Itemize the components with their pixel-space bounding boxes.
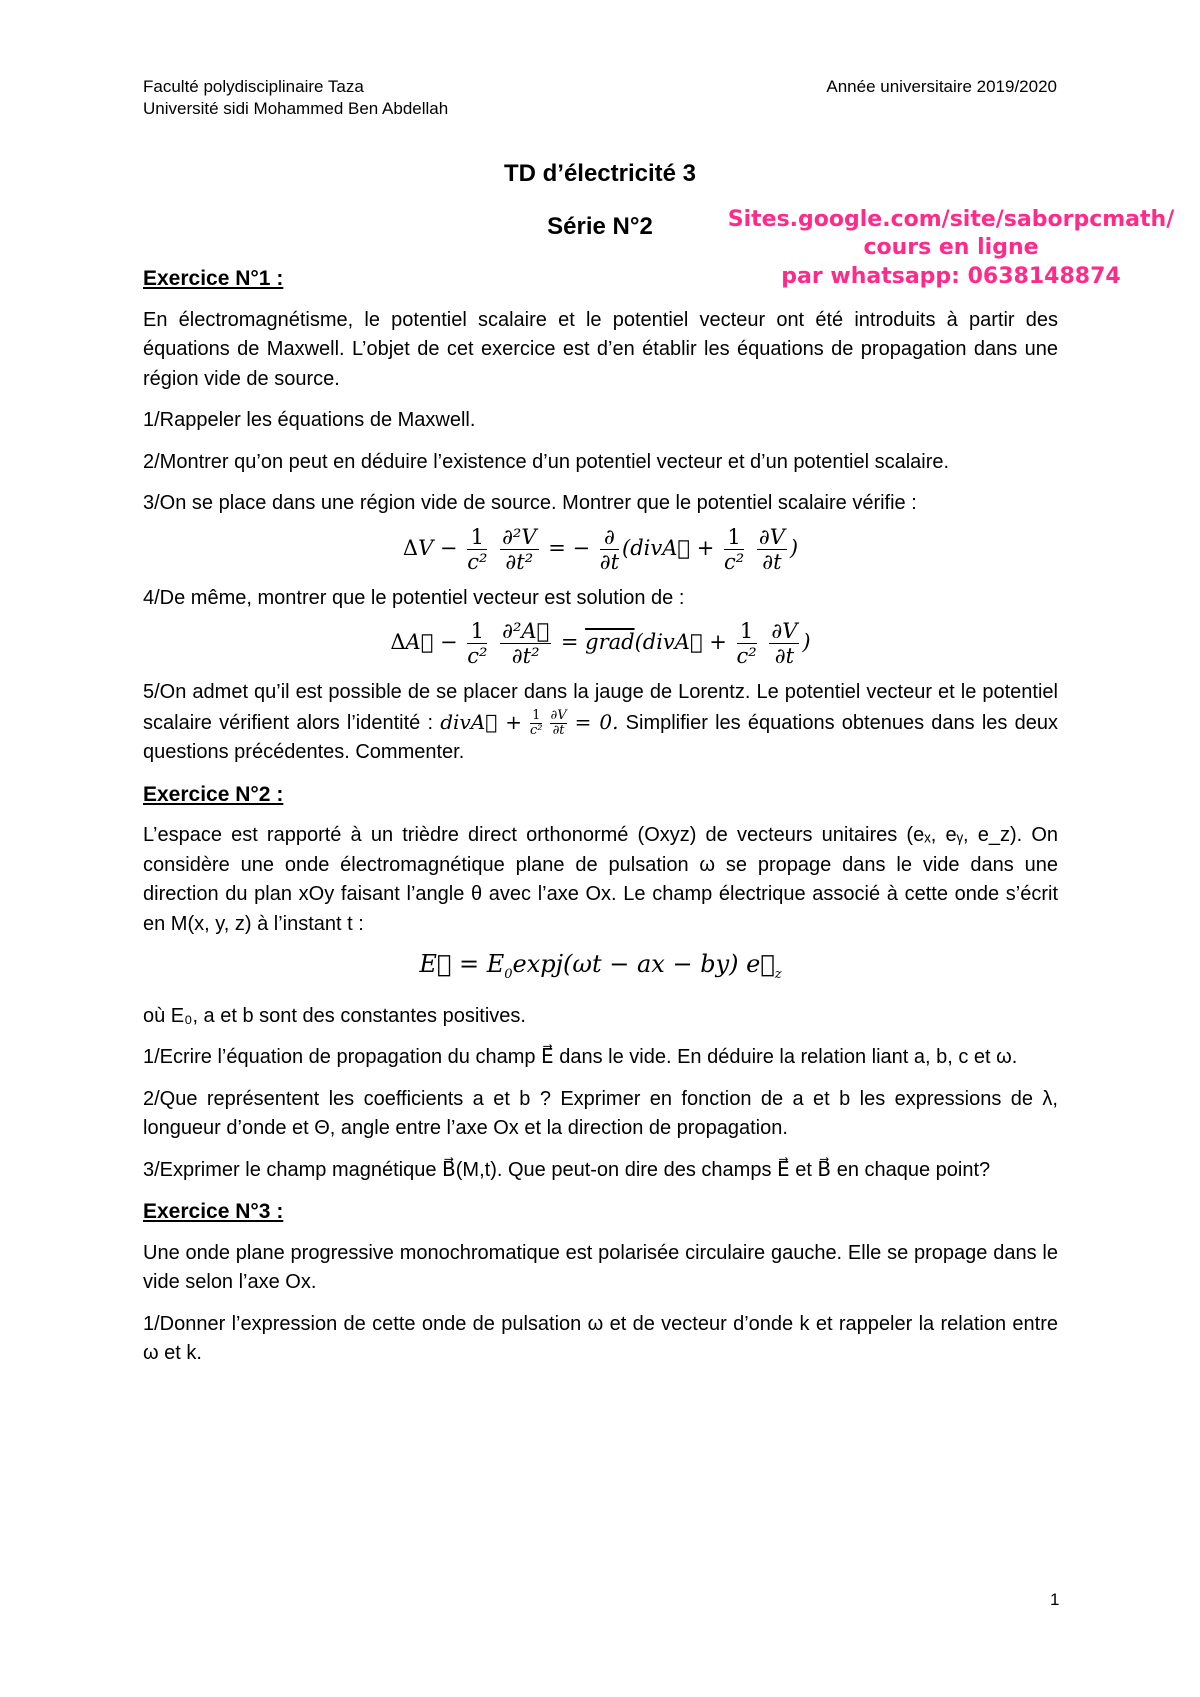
equation-vector-potential: ΔA⃗ − $\frac{1}{\text{c²}}$ $\frac{\text{∂²A⃗}}{\text{∂t²}}$ = grad(divA⃗ + $\frac{1}{\text{c²}}$ $\frac{\partial V}{\partial t}$ ) [390,619,811,668]
page-number: 1 [1050,1590,1060,1609]
document-title: TD d’électricité 3 [503,160,697,187]
equation-scalar-potential: ΔV − $\frac{1}{\text{c²}}$ $\frac{\text{∂²V}}{\text{∂t²}}$ = − $\frac{\partial}{\partial t}$ (divA⃗ + $\frac{1}{\text{c²}}$ $\frac{\partial V}{\partial t}$ ) [402,524,799,574]
exercise-1-question-5-instruction: Simplifier les équations obtenues dans les deux questions précédentes. Commenter. [143,711,1059,763]
document-body [143,264,1058,1381]
header-institution [143,76,448,120]
header-academic-year: Année universitaire 2019/2020 [826,77,1057,96]
exercise-2-title: Exercice N°2 : [143,782,284,806]
exercise-3-title: Exercice N°3 : [143,1200,284,1224]
watermark-courses: cours en ligne [863,235,1039,260]
exercise-2-question-3: 3/Exprimer le champ magnétique B⃗(M,t). Que peut-on dire des champs E⃗ et B⃗ en chaque point? [143,1158,991,1181]
header-university: Université sidi Mohammed Ben Abdellah [143,99,449,118]
exercise-1-question-2: 2/Montrer qu’on peut en déduire l’existence d’un potentiel vecteur et d’un potentiel scalaire. [143,450,950,473]
exercise-1-question-5 [143,678,1058,768]
equation-electric-field: E⃗ = $E_0\exp j(\omega t$ − ax − by) $e⃗_z$ [419,950,782,982]
exercise-1-question-1: 1/Rappeler les équations de Maxwell. [143,409,476,431]
exercise-2-intro: L’espace est rapporté à un trièdre direct orthonormé (Oxyz) de vecteurs unitaires (eₓ, eᵧ, e_z). On considère une onde électromagnétique plane de pulsation ω se propage dans le vide dans une direction du plan xOy faisant l’angle θ avec l’axe Ox. Le champ électrique associé à cette onde s’écrit en M(x, y, z) à l’instant t : [143,824,1058,935]
header-faculty: Faculté polydisciplinaire Taza [143,77,364,96]
exercise-2-question-1: 1/Ecrire l’équation de propagation du champ E⃗ dans le vide. En déduire la relation liant a, b, c et ω. [143,1046,1018,1069]
exercise-1-intro: En électromagnétisme, le potentiel scalaire et le potentiel vecteur ont été introduits à partir des équations de Maxwell. L’objet de cet exercice est d’en établir les équations de propagation dans une région vide de source. [143,308,1058,390]
lorentz-gauge-equation: divA⃗ + $\frac{1}{\text{c²}}$ $\frac{\partial V}{\partial t}$ = 0. [440,707,619,738]
watermark-whatsapp: par whatsapp: 0638148874 [781,264,1121,289]
exercise-2-question-2: 2/Que représentent les coefficients a et b ? Exprimer en fonction de a et b les expressions de λ, longueur d’onde et Θ, angle entre l’axe Ox et la direction de propagation. [143,1087,1058,1140]
exercise-3-question-1: 1/Donner l’expression de cette onde de pulsation ω et de vecteur d’onde k et rappeler la relation entre ω et k. [143,1312,1058,1365]
exercise-1-question-4: 4/De même, montrer que le potentiel vecteur est solution de : [143,586,685,609]
exercise-1-question-5-text: 5/On admet qu’il est possible de se placer dans la jauge de Lorentz. Le potentiel vecteur et le potentiel scalaire vérifient alors l’identité : [143,681,1058,734]
exercise-1-title: Exercice N°1 : [143,267,284,290]
watermark-site-link: Sites.google.com/site/saborpcmath/ [727,207,1175,232]
series-title: Série N°2 [547,213,653,240]
exercise-3-intro: Une onde plane progressive monochromatique est polarisée circulaire gauche. Elle se propage dans le vide selon l’axe Ox. [143,1241,1058,1294]
exercise-2-constants: où E₀, a et b sont des constantes positives. [143,1004,526,1027]
exercise-1-question-3: 3/On se place dans une région vide de source. Montrer que le potentiel scalaire vérifie : [143,492,917,514]
